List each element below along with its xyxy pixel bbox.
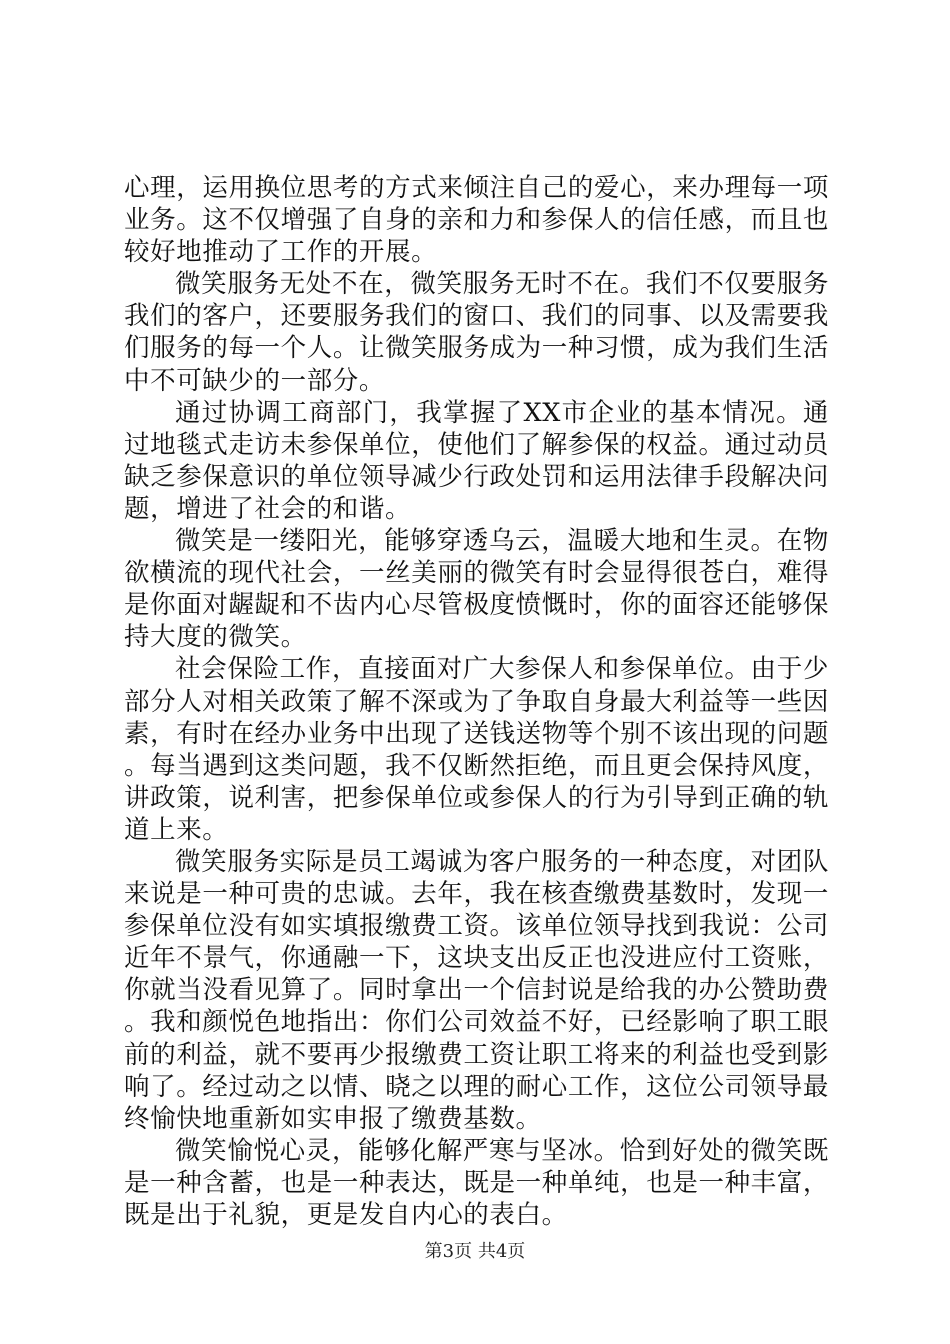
- paragraph-smile-everywhere: 微笑服务无处不在，微笑服务无时不在。我们不仅要服务我们的客户，还要服务我们的窗口、我们的同事、以及需要我们服务的每一个人。让微笑服务成为一种习惯，成为我们生活中不可缺少的一部分。: [124, 269, 829, 396]
- paragraph-sunshine: 微笑是一缕阳光，能够穿透乌云，温暖大地和生灵。在物欲横流的现代社会，一丝美丽的微笑有时会显得很苍白，难得是你面对龌龊和不齿内心尽管极度愤慨时，你的面容还能够保持大度的微笑。: [124, 526, 829, 653]
- page-footer: [0, 1240, 950, 1264]
- paragraph-coordination: 通过协调工商部门，我掌握了XX市企业的基本情况。通过地毯式走访未参保单位，使他们了解参保的权益。通过动员缺乏参保意识的单位领导减少行政处罚和运用法律手段解决问题，增进了社会的和谐。: [124, 397, 829, 524]
- page-number: 第3页 共4页: [424, 1241, 526, 1262]
- paragraph-loyalty: 微笑服务实际是员工竭诚为客户服务的一种态度，对团队来说是一种可贵的忠诚。去年，我在核查缴费基数时，发现一参保单位没有如实填报缴费工资。该单位领导找到我说：公司近年不景气，你通融一下，这块支出反正也没进应付工资账，你就当没看见算了。同时拿出一个信封说是给我的办公赞助费。我和颜悦色地指出：你们公司效益不好，已经影响了职工眼前的利益，就不要再少报缴费工资让职工将来的利益也受到影响了。经过动之以情、晓之以理的耐心工作，这位公司领导最终愉快地重新如实申报了缴费基数。: [124, 846, 829, 1134]
- paragraph-continuation: 心理，运用换位思考的方式来倾注自己的爱心，来办理每一项业务。这不仅增强了自身的亲和力和参保人的信任感，而且也较好地推动了工作的开展。: [124, 173, 829, 268]
- paragraph-social-insurance: 社会保险工作，直接面对广大参保人和参保单位。由于少部分人对相关政策了解不深或为了争取自身最大利益等一些因素，有时在经办业务中出现了送钱送物等个别不该出现的问题。每当遇到这类问题，我不仅断然拒绝，而且更会保持风度，讲政策，说利害，把参保单位或参保人的行为引导到正确的轨道上来。: [124, 654, 829, 845]
- document-body: [124, 172, 829, 1231]
- paragraph-delight: 微笑愉悦心灵，能够化解严寒与坚冰。恰到好处的微笑既是一种含蓄，也是一种表达，既是一种单纯，也是一种丰富，既是出于礼貌，更是发自内心的表白。: [124, 1135, 829, 1230]
